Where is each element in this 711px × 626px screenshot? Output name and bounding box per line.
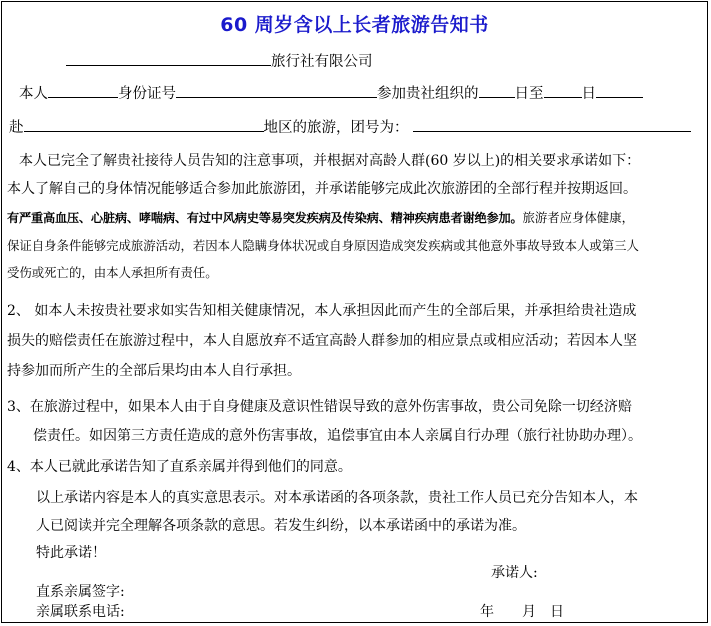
- clause-1-line-4: 受伤或死亡的，由本人承担所有责任。: [7, 265, 218, 280]
- trip-days-field[interactable]: [596, 81, 643, 98]
- destination-field[interactable]: [24, 115, 264, 132]
- start-day-field[interactable]: [479, 81, 515, 98]
- clause-3-line-2: 偿责任。如因第三方责任造成的意外伤害事故，追偿事宜由本人亲属自行办理（旅行社协助办理）。: [33, 428, 642, 444]
- label-day: 日: [581, 86, 596, 102]
- clause-1-line-2: [7, 207, 634, 229]
- label-go: 赴: [9, 120, 24, 136]
- end-day-field[interactable]: [544, 81, 582, 98]
- form-line-1: [19, 81, 643, 105]
- relative-sign-label: 直系亲属签字:: [36, 584, 125, 600]
- id-number-field[interactable]: [176, 81, 377, 98]
- clause-1-line-3: 保证自身条件能够完成旅游活动，若因本人隐瞒身体状况或自身原因造成突发疾病或其他意外事故导致本人或第三人: [7, 238, 639, 253]
- clause-1-tail: 旅游者应身体健康，: [522, 210, 634, 225]
- label-day-to: 日至: [514, 86, 544, 102]
- clause-2-line-2: 损失的赔偿责任在旅游过程中，本人自愿放弃不适宜高龄人群参加的相应景点或相应活动；若因本人坚: [7, 333, 637, 349]
- signer-label: 承诺人:: [491, 565, 538, 581]
- clause-1-line-1: 本人了解自己的身体情况能够适合参加此旅游团，并承诺能够完成此次旅游团的全部行程并按期返回。: [7, 181, 637, 197]
- form-line-2: [9, 115, 691, 139]
- label-id: 身份证号: [118, 86, 176, 102]
- document-title: 60 周岁含以上长者旅游告知书: [220, 14, 489, 36]
- intro-text: 本人已完全了解贵社接待人员告知的注意事项，并根据对高龄人群(60 岁以上)的相关要求承诺如下：: [19, 153, 641, 169]
- closing-line-2: 人已阅读并完全理解各项条款的意思。若发生纠纷，以本承诺函中的承诺为准。: [36, 518, 526, 534]
- label-self: 本人: [19, 86, 48, 102]
- closing-line-3: 特此承诺！: [36, 545, 106, 561]
- relative-phone-label: 亲属联系电话:: [36, 604, 125, 620]
- clause-2-line-1: 2、 如本人未按贵社要求如实告知相关健康情况，本人承担因此而产生的全部后果，并承担给贵社造成: [7, 303, 637, 319]
- group-number-field[interactable]: [413, 115, 691, 132]
- clause-1-bold-warning: 有严重高血压、心脏病、哮喘病、有过中风病史等易突发疾病及传染病、精神疾病患者谢绝参加。: [7, 211, 523, 225]
- name-field[interactable]: [48, 81, 118, 98]
- agency-line: [66, 49, 373, 73]
- label-region: 地区的旅游，团号为：: [263, 120, 409, 136]
- clause-3-line-1: 3、在旅游过程中，如果本人由于自身健康及意识性错误导致的意外伤害事故，贵公司免除一切经济赔: [7, 399, 632, 415]
- clause-4-line-1: 4、本人已就此承诺告知了直系亲属并得到他们的同意。: [7, 459, 352, 475]
- date-label: 年 月 日: [480, 604, 564, 620]
- closing-line-1: 以上承诺内容是本人的真实意思表示。对本承诺函的各项条款，贵社工作人员已充分告知本人，本: [36, 490, 638, 506]
- agency-name-field[interactable]: [66, 49, 271, 66]
- label-join: 参加贵社组织的: [377, 86, 479, 102]
- clause-2-line-3: 持参加而所产生的全部后果均由本人自行承担。: [7, 363, 301, 379]
- agency-suffix: 旅行社有限公司: [271, 54, 373, 70]
